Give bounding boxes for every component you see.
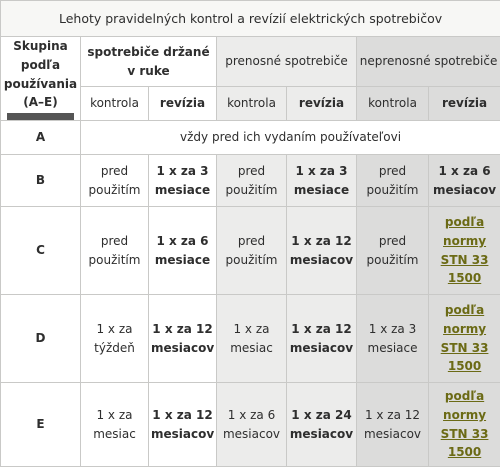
row-label-d: D [1, 295, 81, 383]
category-portable: prenosné spotrebiče [217, 37, 357, 87]
row-label-b: B [1, 155, 81, 207]
row-a-text: vždy pred ich vydaním používateľovi [81, 121, 500, 155]
subheader-kontrola-portable: kontrola [217, 87, 287, 121]
cell-d-5: 1 x za 3 mesiace [357, 295, 429, 383]
cell-b-2: 1 x za 3 mesiace [149, 155, 217, 207]
norm-link-c[interactable]: podľa normy STN 33 1500 [441, 215, 489, 285]
cell-e-4: 1 x za 24 mesiacov [287, 383, 357, 467]
cell-d-6 [429, 295, 500, 383]
cell-b-6: 1 x za 6 mesiacov [429, 155, 500, 207]
subheader-revizia-handheld: revízia [149, 87, 217, 121]
norm-link-d[interactable]: podľa normy STN 33 1500 [441, 303, 489, 373]
row-label-a: A [1, 121, 81, 155]
table-row-d [1, 295, 500, 383]
header-underline-bar [7, 113, 74, 120]
table-title: Lehoty pravidelných kontrol a revízií elektrických spotrebičov [1, 1, 500, 37]
title-row [1, 1, 500, 37]
row-label-e: E [1, 383, 81, 467]
cell-d-4: 1 x za 12 mesiacov [287, 295, 357, 383]
table-row-b [1, 155, 500, 207]
cell-c-4: 1 x za 12 mesiacov [287, 207, 357, 295]
cell-c-5: pred použitím [357, 207, 429, 295]
group-header-text: Skupina podľa používania (A–E) [4, 39, 77, 109]
subheader-kontrola-handheld: kontrola [81, 87, 149, 121]
cell-e-1: 1 x za mesiac [81, 383, 149, 467]
cell-d-1: 1 x za týždeň [81, 295, 149, 383]
subheader-kontrola-stationary: kontrola [357, 87, 429, 121]
cell-e-5: 1 x za 12 mesiacov [357, 383, 429, 467]
cell-c-2: 1 x za 6 mesiace [149, 207, 217, 295]
norm-link-e[interactable]: podľa normy STN 33 1500 [441, 389, 489, 459]
subheader-revizia-stationary: revízia [429, 87, 500, 121]
row-label-c: C [1, 207, 81, 295]
cell-e-6 [429, 383, 500, 467]
cell-d-2: 1 x za 12 mesiacov [149, 295, 217, 383]
category-stationary: neprenosné spotrebiče [357, 37, 500, 87]
category-handheld: spotrebiče držané v ruke [81, 37, 217, 87]
cell-c-1: pred použitím [81, 207, 149, 295]
table-row-e [1, 383, 500, 467]
cell-b-5: pred použitím [357, 155, 429, 207]
cell-b-1: pred použitím [81, 155, 149, 207]
cell-b-4: 1 x za 3 mesiace [287, 155, 357, 207]
cell-e-3: 1 x za 6 mesiacov [217, 383, 287, 467]
category-header-row [1, 37, 500, 87]
cell-d-3: 1 x za mesiac [217, 295, 287, 383]
cell-b-3: pred použitím [217, 155, 287, 207]
group-header [1, 37, 81, 121]
table-row-a [1, 121, 500, 155]
subheader-revizia-portable: revízia [287, 87, 357, 121]
cell-c-6 [429, 207, 500, 295]
table-row-c [1, 207, 500, 295]
cell-e-2: 1 x za 12 mesiacov [149, 383, 217, 467]
cell-c-3: pred použitím [217, 207, 287, 295]
